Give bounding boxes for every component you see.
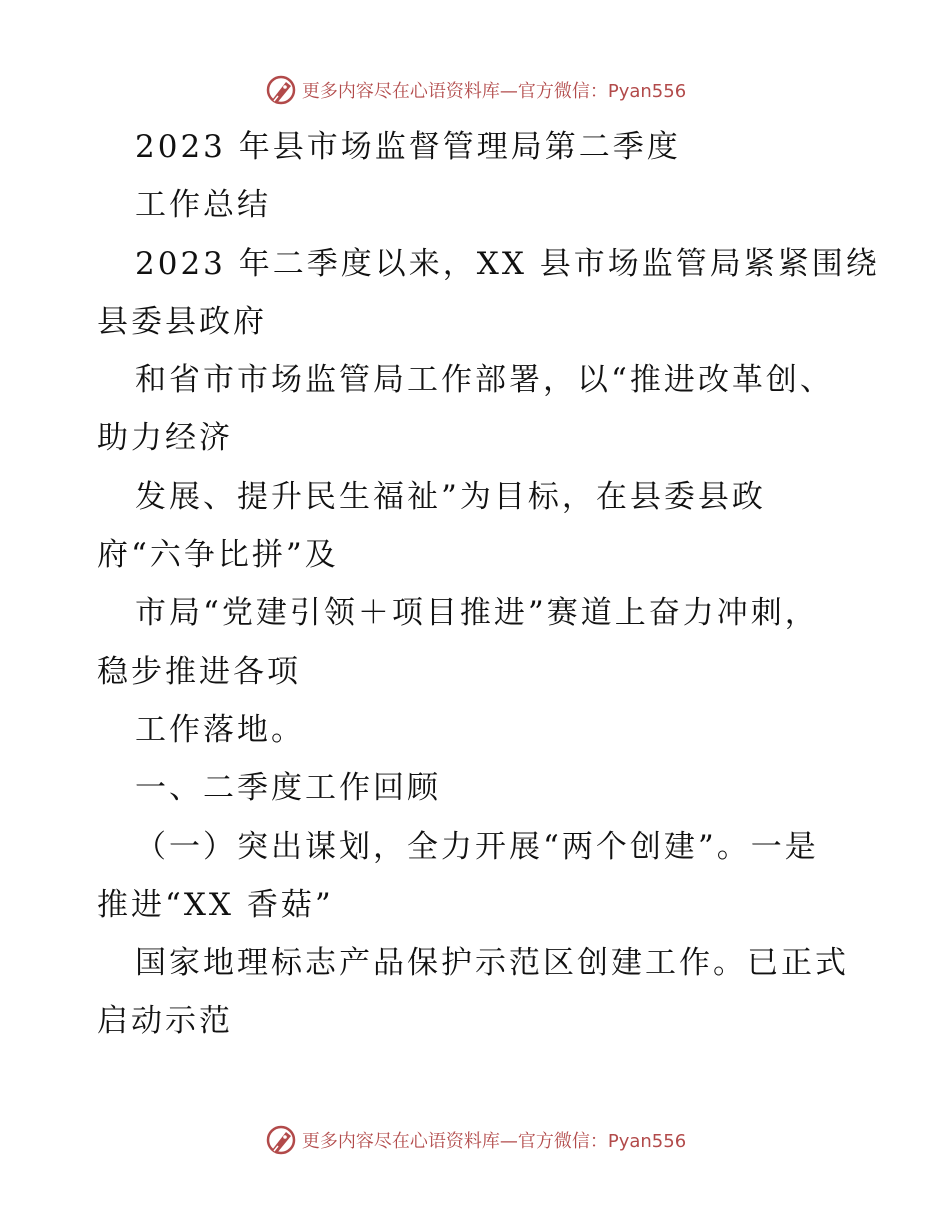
- paragraph-line: 县委县政府: [97, 303, 267, 340]
- paragraph-line: 稳步推进各项: [97, 653, 301, 690]
- header-watermark: [0, 70, 950, 110]
- paragraph-line: 助力经济: [97, 420, 233, 457]
- paragraph-line: 工作落地。: [135, 711, 305, 748]
- paragraph-line: 推进“XX 香菇”: [97, 886, 334, 923]
- pen-nib-logo-icon: [264, 1123, 298, 1157]
- paragraph-line: 国家地理标志产品保护示范区创建工作。已正式: [135, 945, 849, 982]
- title-line-2: 工作总结: [135, 187, 271, 224]
- paragraph-line: 发展、提升民生福祉”为目标，在县委县政: [135, 478, 766, 515]
- paragraph-line: 启动示范: [97, 1003, 233, 1040]
- document-body: [97, 118, 880, 1051]
- paragraph-line: 2023 年二季度以来，XX 县市场监管局紧紧围绕: [135, 245, 880, 282]
- footer-watermark: [0, 1120, 950, 1160]
- section-heading: 一、二季度工作回顾: [135, 770, 441, 807]
- watermark-text: 更多内容尽在心语资料库—官方微信：Pyan556: [301, 1131, 687, 1152]
- title-line-1: 2023 年县市场监督管理局第二季度: [135, 129, 681, 165]
- paragraph-line: 府“六争比拼”及: [97, 537, 339, 574]
- paragraph-line: 和省市市场监管局工作部署，以“推进改革创、: [135, 362, 834, 399]
- pen-nib-logo-icon: [264, 73, 298, 107]
- paragraph-line: 市局“党建引领＋项目推进”赛道上奋力冲刺，: [135, 595, 819, 632]
- paragraph-line: （一）突出谋划，全力开展“两个创建”。一是: [135, 828, 819, 865]
- watermark-text: 更多内容尽在心语资料库—官方微信：Pyan556: [301, 81, 687, 102]
